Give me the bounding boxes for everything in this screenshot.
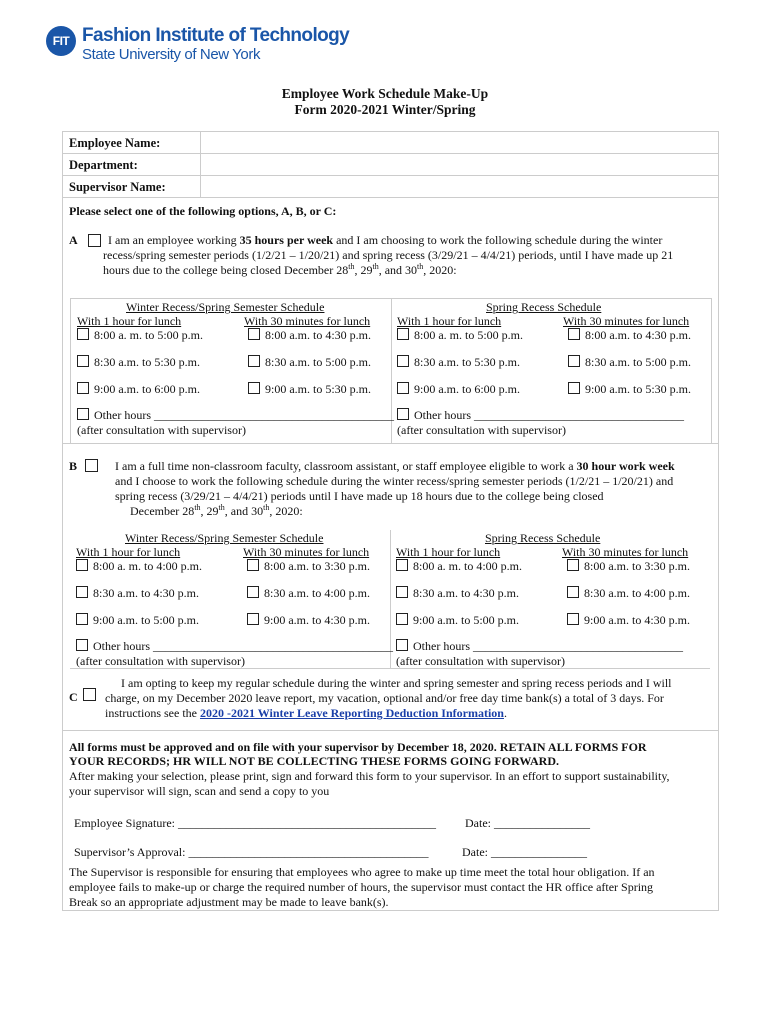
fit-logo-mark: FIT <box>46 26 76 56</box>
schedule-a-h3: With 1 hour for lunch <box>397 314 502 328</box>
option-a-line1: I am an employee working 35 hours per week and I am choosing to work the following schedule during the winter <box>108 233 663 247</box>
checkbox[interactable] <box>568 328 580 340</box>
checkbox[interactable] <box>248 355 260 367</box>
option-a-line2: recess/spring semester periods (1/2/21 – 1/20/21) and spring recess (3/29/21 – 4/4/21) periods, until I have made up 21 <box>103 248 674 262</box>
checkbox[interactable] <box>76 639 88 651</box>
checkbox[interactable] <box>568 382 580 394</box>
logo-name: Fashion Institute of Technology <box>82 25 350 46</box>
employee-date-line[interactable]: Date: ________________ <box>465 816 590 830</box>
a-option-r1-0[interactable]: 8:00 a. m. to 5:00 p.m. <box>397 328 523 343</box>
checkbox[interactable] <box>397 382 409 394</box>
option-a-letter: A <box>69 233 78 247</box>
checkbox[interactable] <box>77 328 89 340</box>
department-row <box>63 154 718 176</box>
schedule-a-h2: With 30 minutes for lunch <box>244 314 371 328</box>
b-consult-right: (after consultation with supervisor) <box>396 654 565 668</box>
a-other-hours-left[interactable]: Other hours ________________________________________ <box>77 408 394 423</box>
checkbox[interactable] <box>568 355 580 367</box>
leave-deduction-link[interactable]: 2020 -2021 Winter Leave Reporting Deduction Information <box>199 706 504 720</box>
checkbox[interactable] <box>77 355 89 367</box>
department-label: Department: <box>69 158 138 172</box>
b-consult-left: (after consultation with supervisor) <box>76 654 245 668</box>
employee-name-row <box>63 132 718 154</box>
checkbox[interactable] <box>247 559 259 571</box>
schedule-a-table <box>70 298 712 444</box>
checkbox[interactable] <box>77 382 89 394</box>
a-option-r1-1[interactable]: 8:30 a.m. to 5:30 p.m. <box>397 355 520 370</box>
option-b-letter: B <box>69 459 78 473</box>
option-b-line4: December 28th, 29th, and 30th, 2020: <box>130 503 303 518</box>
notice-line4: your supervisor will sign, scan and send a copy to you <box>69 784 330 798</box>
a-option-l2-1[interactable]: 8:30 a.m. to 5:00 p.m. <box>248 355 371 370</box>
logo-subname: State University of New York <box>82 46 261 63</box>
employee-name-field[interactable] <box>200 132 718 153</box>
a-consult-left: (after consultation with supervisor) <box>77 423 246 437</box>
page-title: Employee Work Schedule Make-Up Form 2020-2021 Winter/Spring <box>281 86 489 117</box>
checkbox[interactable] <box>397 408 409 420</box>
b-option-r1-2[interactable]: 9:00 a.m. to 5:00 p.m. <box>396 613 519 628</box>
checkbox[interactable] <box>397 328 409 340</box>
option-c-letter: C <box>69 690 78 704</box>
checkbox[interactable] <box>247 586 259 598</box>
schedule-b-h3: With 1 hour for lunch <box>396 545 501 559</box>
a-option-l2-0[interactable]: 8:00 a.m. to 4:30 p.m. <box>248 328 371 343</box>
b-other-hours-left[interactable]: Other hours ________________________________________ <box>76 639 393 654</box>
schedule-b-table <box>70 530 710 669</box>
b-option-r1-0[interactable]: 8:00 a. m. to 4:00 p.m. <box>396 559 522 574</box>
a-option-l1-1[interactable]: 8:30 a.m. to 5:30 p.m. <box>77 355 200 370</box>
footer-line3: Break so an appropriate adjustment may be made to leave bank(s). <box>69 895 389 909</box>
b-option-l1-2[interactable]: 9:00 a.m. to 5:00 p.m. <box>76 613 199 628</box>
option-b-line2: and I choose to work the following schedule during the winter recess/spring semester periods (1/2/21 – 1/20/21) and <box>115 474 674 488</box>
checkbox[interactable] <box>396 613 408 625</box>
form-box <box>62 131 719 911</box>
schedule-b-left-title: Winter Recess/Spring Semester Schedule <box>125 531 324 545</box>
a-option-l1-2[interactable]: 9:00 a.m. to 6:00 p.m. <box>77 382 200 397</box>
supervisor-name-field[interactable] <box>200 176 718 197</box>
option-c-checkbox[interactable] <box>83 688 96 701</box>
b-option-r2-0[interactable]: 8:00 a.m. to 3:30 p.m. <box>567 559 690 574</box>
a-other-hours-right[interactable]: Other hours ___________________________________ <box>397 408 684 423</box>
b-option-r2-1[interactable]: 8:30 a.m. to 4:00 p.m. <box>567 586 690 601</box>
checkbox[interactable] <box>567 613 579 625</box>
option-a-line3: hours due to the college being closed December 28th, 29th, and 30th, 2020: <box>103 262 457 277</box>
a-option-r2-1[interactable]: 8:30 a.m. to 5:00 p.m. <box>568 355 691 370</box>
checkbox[interactable] <box>76 586 88 598</box>
option-c-line2: charge, on my December 2020 leave report, my vacation, optional and/or free day time bank(s) a total of 3 days. For <box>105 691 664 705</box>
footer-line1: The Supervisor is responsible for ensuring that employees who agree to make up time meet the total hour obligation. If an <box>69 865 655 879</box>
checkbox[interactable] <box>396 559 408 571</box>
schedule-a-h4: With 30 minutes for lunch <box>563 314 690 328</box>
supervisor-row <box>63 176 718 198</box>
schedule-a-right-title: Spring Recess Schedule <box>486 300 602 314</box>
checkbox[interactable] <box>396 639 408 651</box>
a-option-l2-2[interactable]: 9:00 a.m. to 5:30 p.m. <box>248 382 371 397</box>
checkbox[interactable] <box>567 559 579 571</box>
b-option-l2-0[interactable]: 8:00 a.m. to 3:30 p.m. <box>247 559 370 574</box>
a-option-r2-2[interactable]: 9:00 a.m. to 5:30 p.m. <box>568 382 691 397</box>
option-b-checkbox[interactable] <box>85 459 98 472</box>
supervisor-date-line[interactable]: Date: ________________ <box>462 845 587 859</box>
option-b-line1: I am a full time non-classroom faculty, classroom assistant, or staff employee eligible to work a 30 hour work week <box>115 459 675 473</box>
instruction-text: Please select one of the following options, A, B, or C: <box>69 204 337 218</box>
checkbox[interactable] <box>248 328 260 340</box>
checkbox[interactable] <box>567 586 579 598</box>
checkbox[interactable] <box>76 559 88 571</box>
b-option-r1-1[interactable]: 8:30 a.m. to 4:30 p.m. <box>396 586 519 601</box>
schedule-b-h4: With 30 minutes for lunch <box>562 545 689 559</box>
employee-name-label: Employee Name: <box>69 136 161 150</box>
schedule-b-h1: With 1 hour for lunch <box>76 545 181 559</box>
b-option-l2-2[interactable]: 9:00 a.m. to 4:30 p.m. <box>247 613 370 628</box>
notice-line3: After making your selection, please print, sign and forward this form to your supervisor. In an effort to support sustainability, <box>69 769 670 783</box>
supervisor-approval-line[interactable]: Supervisor’s Approval: ________________________________________ <box>74 845 429 859</box>
employee-signature-line[interactable]: Employee Signature: ___________________________________________ <box>74 816 436 830</box>
checkbox[interactable] <box>76 613 88 625</box>
checkbox[interactable] <box>397 355 409 367</box>
option-a-checkbox[interactable] <box>88 234 101 247</box>
a-option-r1-2[interactable]: 9:00 a.m. to 6:00 p.m. <box>397 382 520 397</box>
checkbox[interactable] <box>396 586 408 598</box>
schedule-a-h1: With 1 hour for lunch <box>77 314 182 328</box>
notice-line1: All forms must be approved and on file with your supervisor by December 18, 2020. RETAIN ALL FORMS FOR <box>69 740 647 754</box>
a-option-l1-0[interactable]: 8:00 a. m. to 5:00 p.m. <box>77 328 203 343</box>
supervisor-name-label: Supervisor Name: <box>69 180 166 194</box>
b-option-r2-2[interactable]: 9:00 a.m. to 4:30 p.m. <box>567 613 690 628</box>
option-c-line1: I am opting to keep my regular schedule during the winter and spring semester and spring recess periods and I will <box>121 676 672 690</box>
notice-line2: YOUR RECORDS; HR WILL NOT BE COLLECTING THESE FORMS GOING FORWARD. <box>69 754 559 768</box>
b-option-l1-0[interactable]: 8:00 a. m. to 4:00 p.m. <box>76 559 202 574</box>
a-option-r2-0[interactable]: 8:00 a.m. to 4:30 p.m. <box>568 328 691 343</box>
option-c-line3: instructions see the 2020 -2021 Winter Leave Reporting Deduction Information. <box>105 706 507 720</box>
b-other-hours-right[interactable]: Other hours ___________________________________ <box>396 639 683 654</box>
checkbox[interactable] <box>248 382 260 394</box>
schedule-b-h2: With 30 minutes for lunch <box>243 545 370 559</box>
divider <box>63 730 718 731</box>
b-option-l1-1[interactable]: 8:30 a.m. to 4:30 p.m. <box>76 586 199 601</box>
fit-logo <box>46 26 349 62</box>
schedule-b-right-title: Spring Recess Schedule <box>485 531 601 545</box>
checkbox[interactable] <box>77 408 89 420</box>
b-option-l2-1[interactable]: 8:30 a.m. to 4:00 p.m. <box>247 586 370 601</box>
option-b-line3: spring recess (3/29/21 – 4/4/21) periods until I have made up 18 hours due to the college being closed <box>115 489 604 503</box>
schedule-a-left-title: Winter Recess/Spring Semester Schedule <box>126 300 325 314</box>
a-consult-right: (after consultation with supervisor) <box>397 423 566 437</box>
footer-line2: employee fails to make-up or charge the required number of hours, the supervisor must contact the HR office after Spring <box>69 880 654 894</box>
checkbox[interactable] <box>247 613 259 625</box>
department-field[interactable] <box>200 154 718 175</box>
divider <box>63 443 718 444</box>
